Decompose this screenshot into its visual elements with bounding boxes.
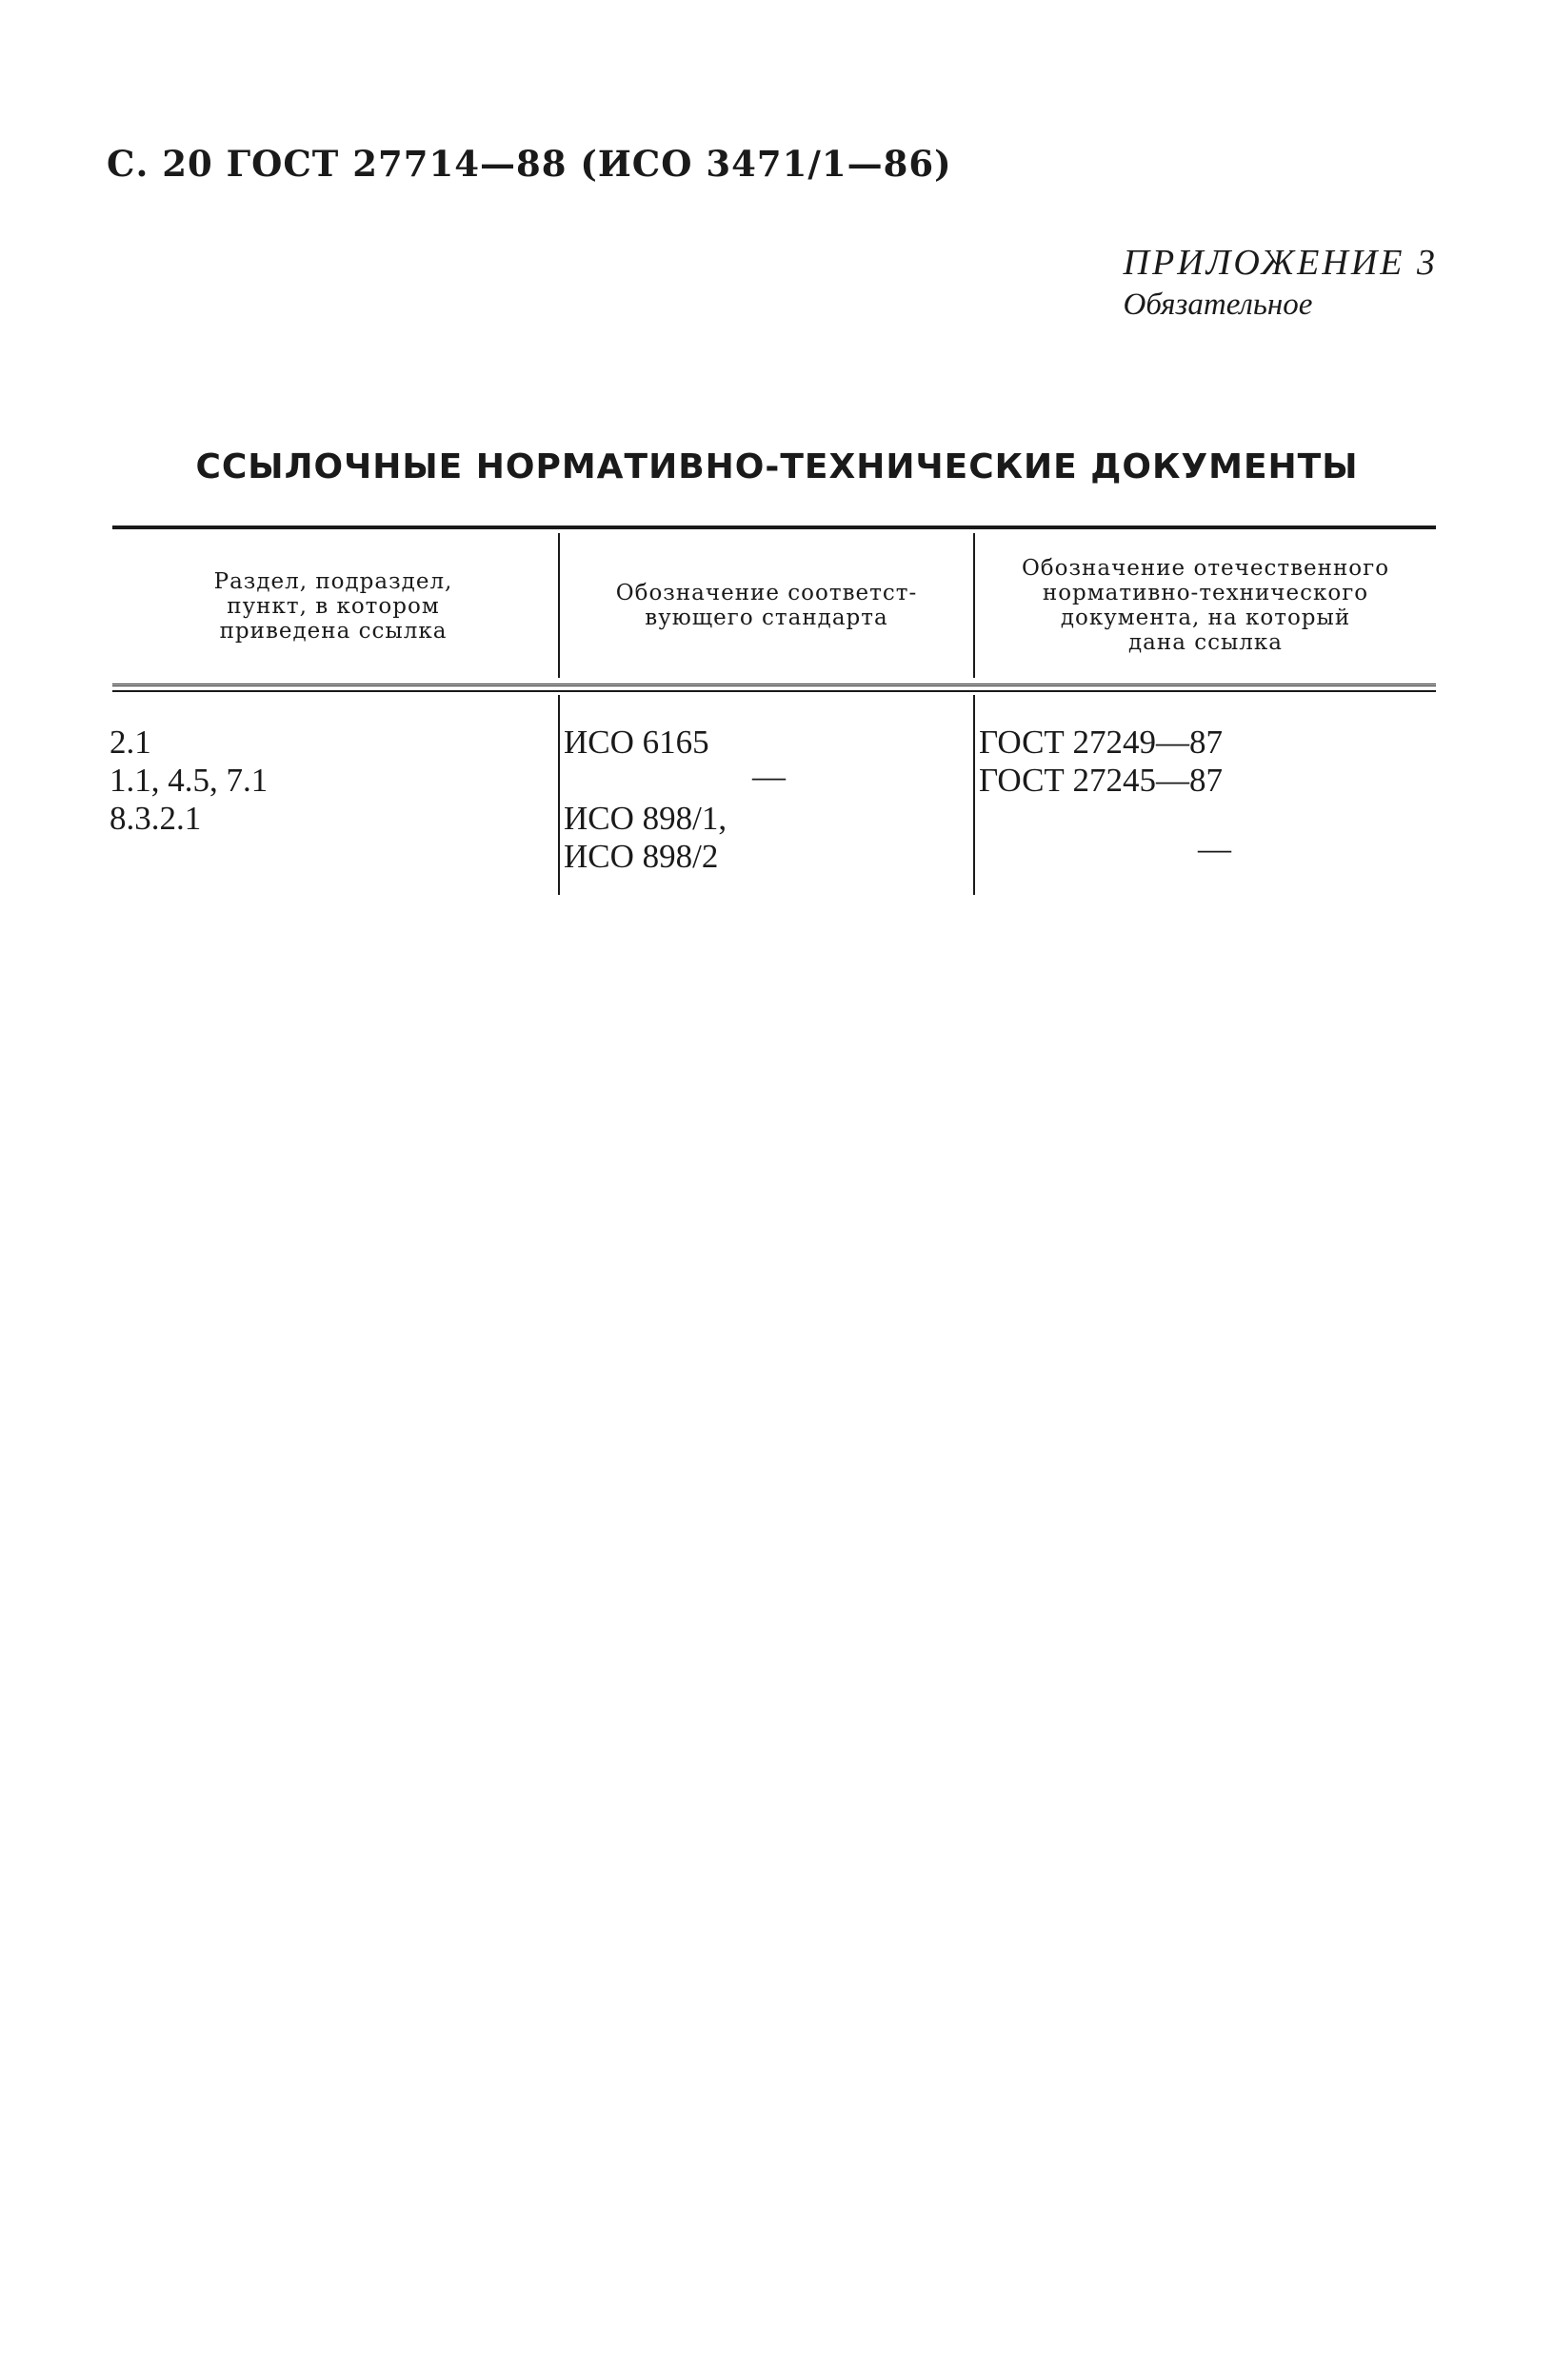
table-column-standards xyxy=(564,724,727,876)
table-cell: ИСО 6165 xyxy=(564,724,709,761)
page-header: С. 20 ГОСТ 27714—88 (ИСО 3471/1—86) xyxy=(107,143,952,185)
appendix-title: ПРИЛОЖЕНИЕ 3 xyxy=(1123,243,1438,283)
table-cell: ИСО 898/2 xyxy=(564,838,719,875)
table-cell: 8.3.2.1 xyxy=(110,800,202,837)
appendix-subtitle: Обязательное xyxy=(1123,288,1313,322)
table-top-rule xyxy=(112,526,1436,529)
table-header-standard: Обозначение соответст- вующего стандарта xyxy=(615,581,918,630)
table-cell: 2.1 xyxy=(110,724,151,761)
table-cell: ГОСТ 27249—87 xyxy=(979,724,1224,761)
document-title: ССЫЛОЧНЫЕ НОРМАТИВНО-ТЕХНИЧЕСКИЕ ДОКУМЕНТЫ xyxy=(195,447,1359,486)
table-dash: — xyxy=(1198,830,1231,867)
table-column-domestic-documents xyxy=(979,724,1223,800)
table-cell xyxy=(564,762,727,800)
table-column-sections xyxy=(110,724,268,838)
table-dash: — xyxy=(752,758,786,795)
table-body-divider-2 xyxy=(973,695,975,895)
table-cell: ИСО 898/1, xyxy=(564,800,727,837)
table-body-divider-1 xyxy=(558,695,560,895)
table-header-section: Раздел, подраздел, пункт, в котором приведена ссылка xyxy=(213,569,453,644)
table-cell: ГОСТ 27245—87 xyxy=(979,762,1224,799)
table-header-rule xyxy=(112,684,1436,692)
table-header-divider-1 xyxy=(558,533,560,678)
table-header-divider-2 xyxy=(973,533,975,678)
appendix-label xyxy=(1124,242,1438,323)
table-cell: 1.1, 4.5, 7.1 xyxy=(110,762,269,799)
table-header-domestic-document: Обозначение отечественного нормативно-технического документа, на который дана ссылка xyxy=(1021,556,1390,655)
